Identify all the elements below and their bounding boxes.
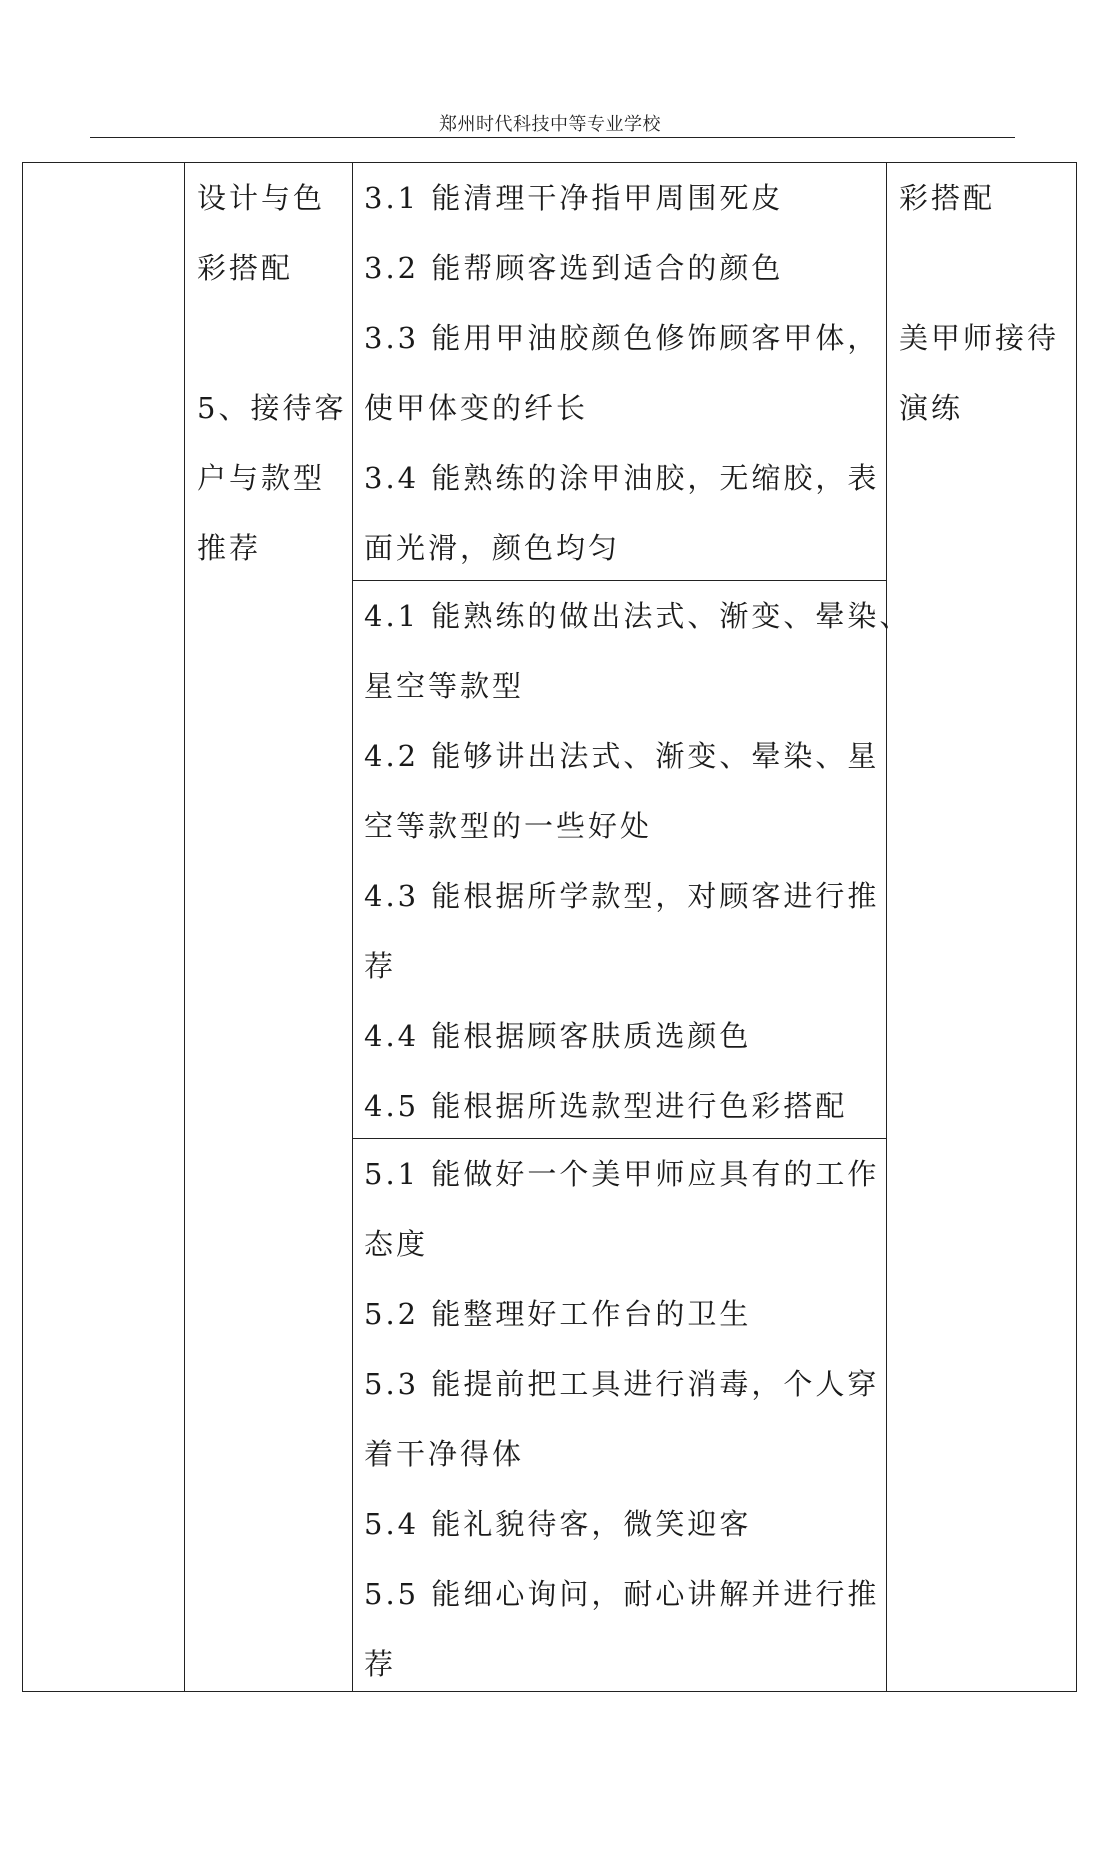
column-divider-1: [184, 163, 185, 1691]
project-line: 推荐: [197, 531, 262, 565]
skill-line: 4.2 能够讲出法式、渐变、晕染、星: [364, 739, 880, 773]
skills-group-5: [364, 1139, 884, 1699]
project-line: 户与款型: [197, 461, 326, 495]
skill-line: 3.3 能用甲油胶颜色修饰顾客甲体，: [364, 321, 880, 355]
project-line: 5、接待客: [197, 391, 347, 425]
column-divider-3: [886, 163, 887, 1691]
skill-line: 4.4 能根据顾客肤质选颜色: [364, 1019, 752, 1053]
activity-line: 演练: [899, 391, 964, 425]
skill-line: 4.5 能根据所选款型进行色彩搭配: [364, 1089, 848, 1123]
skill-line: 3.2 能帮顾客选到适合的颜色: [364, 251, 784, 285]
skill-line: 态度: [364, 1227, 429, 1261]
activity-line: 美甲师接待: [899, 321, 1060, 355]
curriculum-table: [22, 162, 1077, 1692]
skill-line: 4.1 能熟练的做出法式、渐变、晕染、: [364, 599, 912, 633]
skill-line: 3.4 能熟练的涂甲油胶，无缩胶，表: [364, 461, 880, 495]
header-school-name: 郑州时代科技中等专业学校: [439, 114, 661, 135]
skill-line: 3.1 能清理干净指甲周围死皮: [364, 181, 784, 215]
skill-line: 5.5 能细心询问，耐心讲解并进行推: [364, 1577, 880, 1611]
header-divider: [90, 137, 1015, 138]
skill-line: 5.3 能提前把工具进行消毒，个人穿: [364, 1367, 880, 1401]
project-line: 设计与色: [197, 181, 326, 215]
skill-line: 使甲体变的纤长: [364, 391, 589, 425]
skills-group-4: [364, 581, 912, 1141]
skill-line: 面光滑，颜色均匀: [364, 531, 621, 565]
skill-line: 5.1 能做好一个美甲师应具有的工作: [364, 1157, 880, 1191]
activity-line: 彩搭配: [899, 181, 996, 215]
skill-line: 4.3 能根据所学款型，对顾客进行推: [364, 879, 880, 913]
project-line: 彩搭配: [197, 251, 294, 285]
skill-line: 5.2 能整理好工作台的卫生: [364, 1297, 752, 1331]
skill-line: 着干净得体: [364, 1437, 525, 1471]
skill-line: 空等款型的一些好处: [364, 809, 653, 843]
skills-group-3: [364, 163, 884, 583]
skill-line: 荐: [364, 949, 397, 983]
skill-line: 5.4 能礼貌待客，微笑迎客: [364, 1507, 752, 1541]
column-divider-2: [352, 163, 353, 1691]
activity-cell: [899, 163, 1074, 443]
skill-line: 星空等款型: [364, 669, 525, 703]
project-cell: [197, 163, 347, 583]
skill-line: 荐: [364, 1647, 397, 1681]
